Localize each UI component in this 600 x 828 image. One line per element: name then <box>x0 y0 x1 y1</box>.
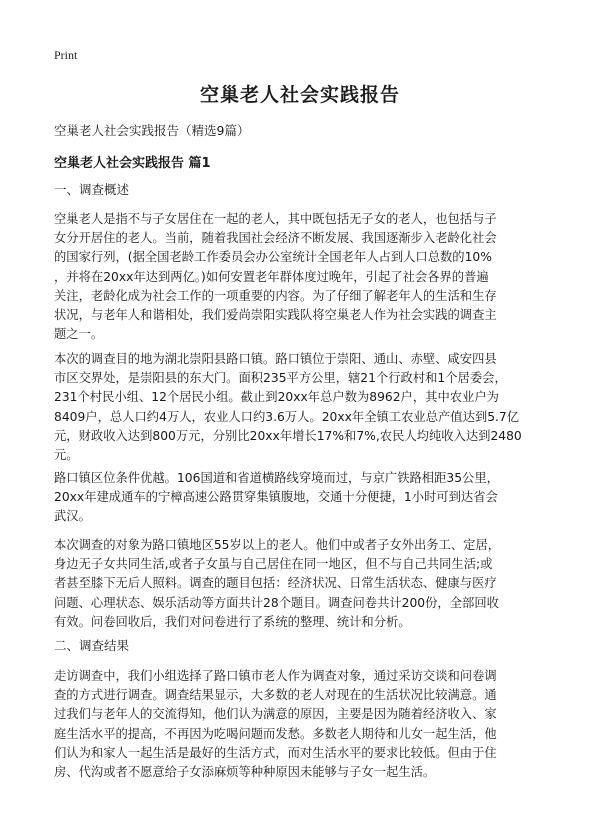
paragraph-survey-subjects <box>54 536 549 632</box>
section-heading: 空巢老人社会实践报告 篇1 <box>54 156 211 171</box>
document-subtitle: 空巢老人社会实践报告（精选9篇） <box>54 123 250 138</box>
text-line: 庭生活水平的提高，不再因为吃喝问题而发愁。多数老人期待和儿女一起生活，他 <box>54 726 497 741</box>
text-line: 231个村民小组、12个居民小组。截止到20xx年总户数为8962户，其中农业户为 <box>54 390 499 405</box>
text-line: 空巢老人是指不与子女居住在一起的老人，其中既包括无子女的老人，也包括与子 <box>54 212 497 226</box>
text-line: 查的方式进行调查。调查结果显示，大多数的老人对现在的生活状况比较满意。通 <box>54 688 497 703</box>
text-line: 身边无子女共同生活,或者子女虽与自己居住在同一地区，但不与自己共同生活;或 <box>54 557 493 572</box>
text-line: 元。 <box>54 448 79 463</box>
page-title: 空巢老人社会实践报告 <box>199 84 400 106</box>
text-line: 市区交界处，是崇阳县的东大门。面积235平方公里，辖21个行政村和1个居委会， <box>54 371 507 386</box>
text-line: 本次的调查目的地为湖北崇阳县路口镇。路口镇位于崇阳、通山、赤壁、咸安四县 <box>54 352 497 366</box>
text-line: 们认为和家人一起生活是最好的生活方式，而对生活水平的要求比较低。但由于住 <box>54 745 497 760</box>
text-line: 路口镇区位条件优越。106国道和省道横路线穿境而过，与京广铁路相距35公里， <box>54 471 499 485</box>
text-line: 女分开居住的老人。当前，随着我国社会经济不断发展、我国逐渐步入老龄化社会 <box>54 231 497 246</box>
paragraph-intro <box>54 210 549 344</box>
text-line: 武汉。 <box>54 509 91 524</box>
text-line: 本次调查的对象为路口镇地区55岁以上的老人。他们中或者子女外出务工、定居， <box>54 538 501 552</box>
paragraph-location <box>54 350 549 465</box>
print-link[interactable]: Print <box>54 48 78 62</box>
text-line: 者甚至膝下无后人照料。调查的题目包括：经济状况、日常生活状态、健康与医疗 <box>54 576 497 591</box>
text-line: 房、代沟或者不愿意给子女添麻烦等种种原因未能够与子女一起生活。 <box>54 765 436 780</box>
text-line: 的国家行列，(据全国老龄工作委员会办公室统计全国老年人占到人口总数的10% <box>54 250 492 265</box>
text-line: 元，财政收入达到800万元，分别比20xx年增长17%和7%,农民人均纯收入达到2480 <box>54 428 522 443</box>
heading-overview: 一、调查概述 <box>54 182 130 197</box>
text-line: 过我们与老年人的交流得知，他们认为满意的原因，主要是因为随着经济收入、家 <box>54 707 497 722</box>
text-line: 状况，与老年人和谐相处，我们爱尚崇阳实践队将空巢老人作为社会实践的调查主 <box>54 308 497 323</box>
text-line: 8409户，总人口约4万人，农业人口约3.6万人。20xx年全镇工农业总产值达到5.7亿 <box>54 409 520 424</box>
text-line: 20xx年建成通车的宁樟高速公路贯穿集镇腹地，交通十分便捷，1小时可到达省会 <box>54 490 498 505</box>
paragraph-transport <box>54 469 549 527</box>
text-line: 题之一。 <box>54 327 104 342</box>
text-line: 问题、心理状态、娱乐活动等方面共计28个题目。调查问卷共计200份，全部回收 <box>54 595 499 610</box>
text-line: 关注，老龄化成为社会工作的一项重要的内容。为了仔细了解老年人的生活和生存 <box>54 288 497 303</box>
text-line: 走访调查中，我们小组选择了路口镇市老人作为调查对象，通过采访交谈和问卷调 <box>54 669 497 683</box>
text-line: 有效。问卷回收后，我们对问卷进行了系统的整理、统计和分析。 <box>54 614 411 629</box>
heading-results: 二、调查结果 <box>54 638 130 653</box>
text-line: ，并将在20xx年达到两亿。)如何安置老年群体度过晚年，引起了社会各界的普遍 <box>54 269 489 284</box>
paragraph-results <box>54 667 549 782</box>
